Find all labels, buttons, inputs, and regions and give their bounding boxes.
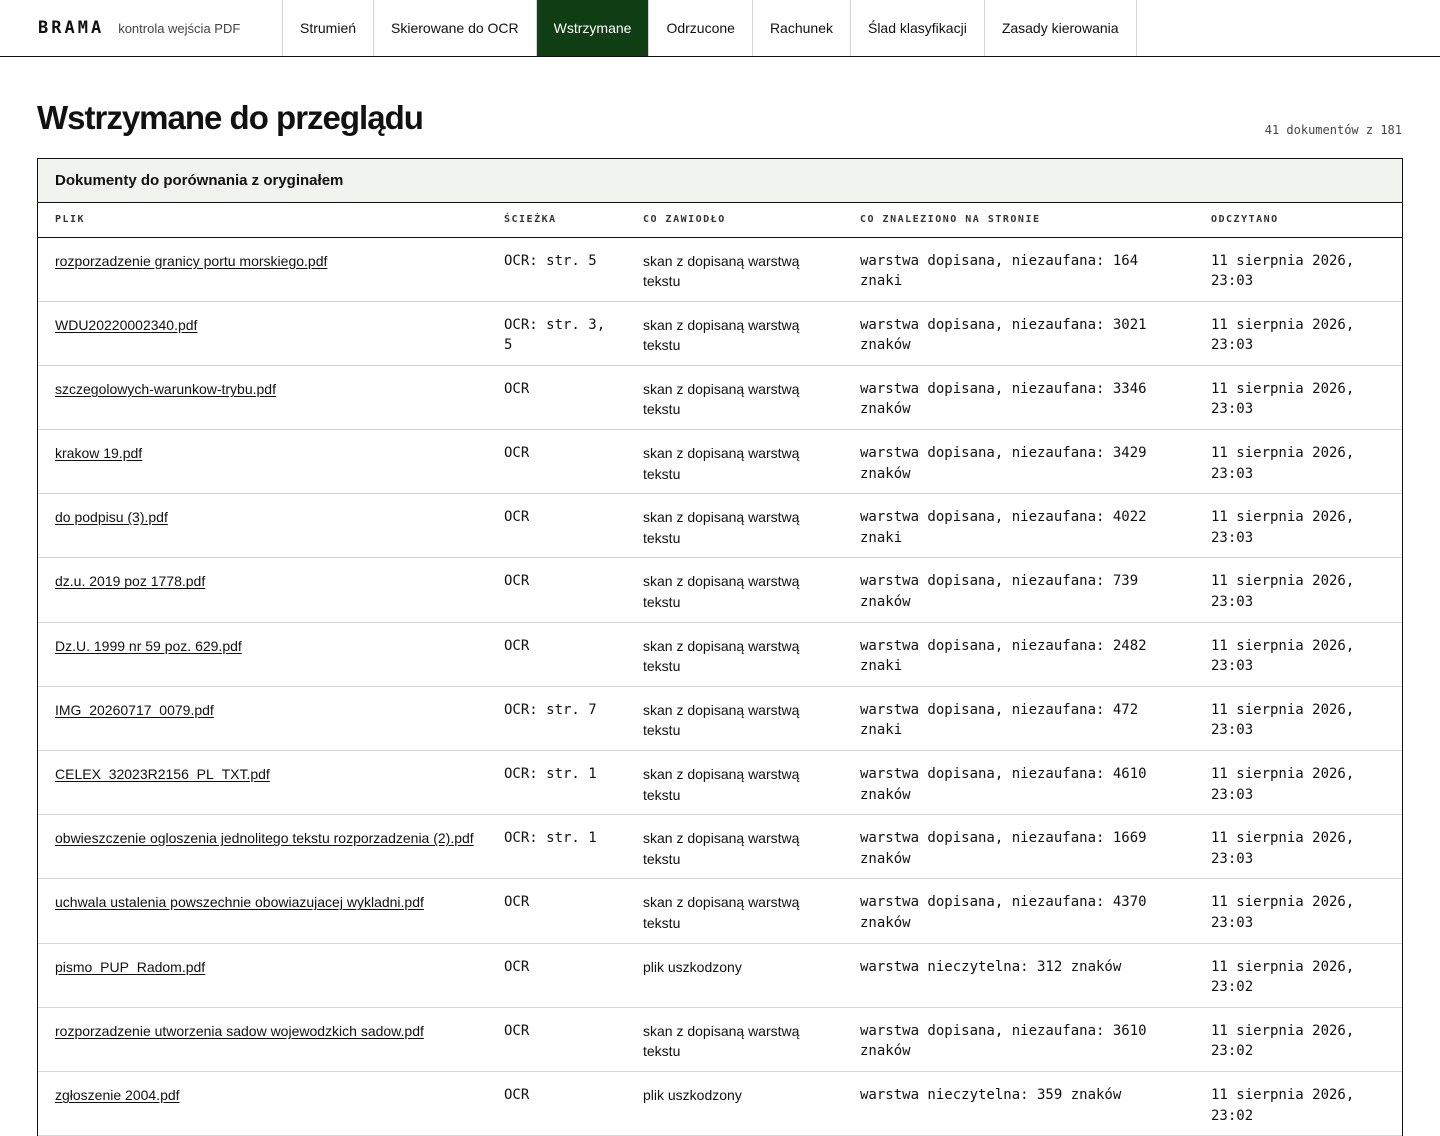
found-cell: warstwa dopisana, niezaufana: 3429 znaków [843, 430, 1194, 494]
failure-cell: skan z dopisaną warstwą tekstu [626, 879, 843, 943]
nav-tab[interactable]: Zasady kierowania [985, 0, 1137, 56]
nav-tab[interactable]: Skierowane do OCR [374, 0, 537, 56]
table-row [38, 879, 1402, 943]
file-cell [38, 1007, 487, 1071]
nav-tab[interactable]: Rachunek [753, 0, 851, 56]
read-cell: 11 sierpnia 2026, 23:02 [1194, 1071, 1402, 1135]
file-cell [38, 430, 487, 494]
file-link[interactable]: Dz.U. 1999 nr 59 poz. 629.pdf [55, 637, 242, 654]
held-documents-panel [37, 158, 1403, 1136]
table-row [38, 686, 1402, 750]
read-cell: 11 sierpnia 2026, 23:02 [1194, 943, 1402, 1007]
failure-cell: skan z dopisaną warstwą tekstu [626, 237, 843, 301]
page-header [0, 57, 1440, 158]
table-body [38, 237, 1402, 1136]
failure-cell: plik uszkodzony [626, 1071, 843, 1135]
found-cell: warstwa dopisana, niezaufana: 2482 znaki [843, 622, 1194, 686]
path-cell: OCR: str. 1 [487, 751, 626, 815]
file-cell [38, 686, 487, 750]
read-cell: 11 sierpnia 2026, 23:03 [1194, 558, 1402, 622]
failure-cell: plik uszkodzony [626, 943, 843, 1007]
failure-cell: skan z dopisaną warstwą tekstu [626, 365, 843, 429]
path-cell: OCR [487, 943, 626, 1007]
table-row [38, 1071, 1402, 1135]
file-link[interactable]: szczegolowych-warunkow-trybu.pdf [55, 380, 276, 397]
table-row [38, 622, 1402, 686]
file-cell [38, 365, 487, 429]
column-header-file: PLIK [38, 203, 487, 237]
table-row [38, 815, 1402, 879]
path-cell: OCR [487, 430, 626, 494]
path-cell: OCR [487, 558, 626, 622]
failure-cell: skan z dopisaną warstwą tekstu [626, 1007, 843, 1071]
failure-cell: skan z dopisaną warstwą tekstu [626, 494, 843, 558]
file-cell [38, 1071, 487, 1135]
file-link[interactable]: zgłoszenie 2004.pdf [55, 1086, 180, 1103]
read-cell: 11 sierpnia 2026, 23:03 [1194, 622, 1402, 686]
file-link[interactable]: krakow 19.pdf [55, 445, 143, 462]
read-cell: 11 sierpnia 2026, 23:03 [1194, 879, 1402, 943]
found-cell: warstwa dopisana, niezaufana: 3346 znaków [843, 365, 1194, 429]
nav-tab[interactable]: Ślad klasyfikacji [851, 0, 985, 56]
failure-cell: skan z dopisaną warstwą tekstu [626, 430, 843, 494]
main-nav [283, 0, 1137, 56]
read-cell: 11 sierpnia 2026, 23:03 [1194, 494, 1402, 558]
column-header-failure: CO ZAWIODŁO [626, 203, 843, 237]
found-cell: warstwa nieczytelna: 359 znaków [843, 1071, 1194, 1135]
found-cell: warstwa dopisana, niezaufana: 164 znaki [843, 237, 1194, 301]
path-cell: OCR [487, 365, 626, 429]
top-bar [0, 0, 1440, 57]
failure-cell: skan z dopisaną warstwą tekstu [626, 686, 843, 750]
table-row [38, 365, 1402, 429]
failure-cell: skan z dopisaną warstwą tekstu [626, 558, 843, 622]
column-header-read: ODCZYTANO [1194, 203, 1402, 237]
table-row [38, 751, 1402, 815]
found-cell: warstwa dopisana, niezaufana: 4610 znaków [843, 751, 1194, 815]
table-header-row [38, 203, 1402, 237]
path-cell: OCR [487, 879, 626, 943]
file-link[interactable]: do podpisu (3).pdf [55, 509, 168, 526]
file-link[interactable]: uchwala ustalenia powszechnie obowiazujacej wykladni.pdf [55, 894, 424, 911]
read-cell: 11 sierpnia 2026, 23:03 [1194, 686, 1402, 750]
nav-tab[interactable]: Odrzucone [649, 0, 752, 56]
table-row [38, 237, 1402, 301]
read-cell: 11 sierpnia 2026, 23:03 [1194, 365, 1402, 429]
found-cell: warstwa dopisana, niezaufana: 3021 znaków [843, 301, 1194, 365]
file-link[interactable]: pismo_PUP_Radom.pdf [55, 958, 206, 975]
file-cell [38, 622, 487, 686]
table-row [38, 301, 1402, 365]
brand-subtitle: kontrola wejścia PDF [118, 20, 241, 36]
file-link[interactable]: rozporzadzenie utworzenia sadow wojewodzkich sadow.pdf [55, 1022, 424, 1039]
documents-table [38, 203, 1402, 1136]
path-cell: OCR: str. 5 [487, 237, 626, 301]
file-cell [38, 558, 487, 622]
path-cell: OCR [487, 1007, 626, 1071]
read-cell: 11 sierpnia 2026, 23:03 [1194, 751, 1402, 815]
table-row [38, 1007, 1402, 1071]
file-cell [38, 943, 487, 1007]
file-link[interactable]: WDU20220002340.pdf [55, 316, 198, 333]
read-cell: 11 sierpnia 2026, 23:03 [1194, 237, 1402, 301]
path-cell: OCR: str. 7 [487, 686, 626, 750]
table-row [38, 430, 1402, 494]
file-link[interactable]: obwieszczenie ogloszenia jednolitego tekstu rozporzadzenia (2).pdf [55, 830, 474, 847]
failure-cell: skan z dopisaną warstwą tekstu [626, 815, 843, 879]
read-cell: 11 sierpnia 2026, 23:02 [1194, 1007, 1402, 1071]
failure-cell: skan z dopisaną warstwą tekstu [626, 301, 843, 365]
failure-cell: skan z dopisaną warstwą tekstu [626, 622, 843, 686]
path-cell: OCR: str. 3, 5 [487, 301, 626, 365]
file-cell [38, 815, 487, 879]
file-cell [38, 301, 487, 365]
file-cell [38, 237, 487, 301]
path-cell: OCR: str. 1 [487, 815, 626, 879]
file-cell [38, 494, 487, 558]
read-cell: 11 sierpnia 2026, 23:03 [1194, 301, 1402, 365]
failure-cell: skan z dopisaną warstwą tekstu [626, 751, 843, 815]
file-link[interactable]: dz.u. 2019 poz 1778.pdf [55, 573, 206, 590]
found-cell: warstwa dopisana, niezaufana: 1669 znaków [843, 815, 1194, 879]
read-cell: 11 sierpnia 2026, 23:03 [1194, 430, 1402, 494]
path-cell: OCR [487, 1071, 626, 1135]
panel-title: Dokumenty do porównania z oryginałem [38, 159, 1402, 203]
found-cell: warstwa dopisana, niezaufana: 4022 znaki [843, 494, 1194, 558]
column-header-path: ŚCIEŻKA [487, 203, 626, 237]
path-cell: OCR [487, 622, 626, 686]
document-count: 41 dokumentów z 181 [1264, 123, 1402, 137]
column-header-found: CO ZNALEZIONO NA STRONIE [843, 203, 1194, 237]
nav-tab[interactable]: Wstrzymane [537, 0, 650, 56]
file-link[interactable]: rozporzadzenie granicy portu morskiego.pdf [55, 252, 328, 269]
file-cell [38, 751, 487, 815]
read-cell: 11 sierpnia 2026, 23:03 [1194, 815, 1402, 879]
file-link[interactable]: CELEX_32023R2156_PL_TXT.pdf [55, 766, 270, 782]
file-link[interactable]: IMG_20260717_0079.pdf [55, 701, 214, 718]
table-row [38, 494, 1402, 558]
found-cell: warstwa dopisana, niezaufana: 3610 znaków [843, 1007, 1194, 1071]
found-cell: warstwa dopisana, niezaufana: 472 znaki [843, 686, 1194, 750]
found-cell: warstwa nieczytelna: 312 znaków [843, 943, 1194, 1007]
found-cell: warstwa dopisana, niezaufana: 4370 znaków [843, 879, 1194, 943]
brand-name: BRAMA [38, 18, 105, 38]
page-title: Wstrzymane do przeglądu [37, 99, 423, 136]
path-cell: OCR [487, 494, 626, 558]
found-cell: warstwa dopisana, niezaufana: 739 znaków [843, 558, 1194, 622]
brand [0, 0, 283, 56]
table-row [38, 943, 1402, 1007]
table-row [38, 558, 1402, 622]
file-cell [38, 879, 487, 943]
nav-tab[interactable]: Strumień [283, 0, 374, 56]
